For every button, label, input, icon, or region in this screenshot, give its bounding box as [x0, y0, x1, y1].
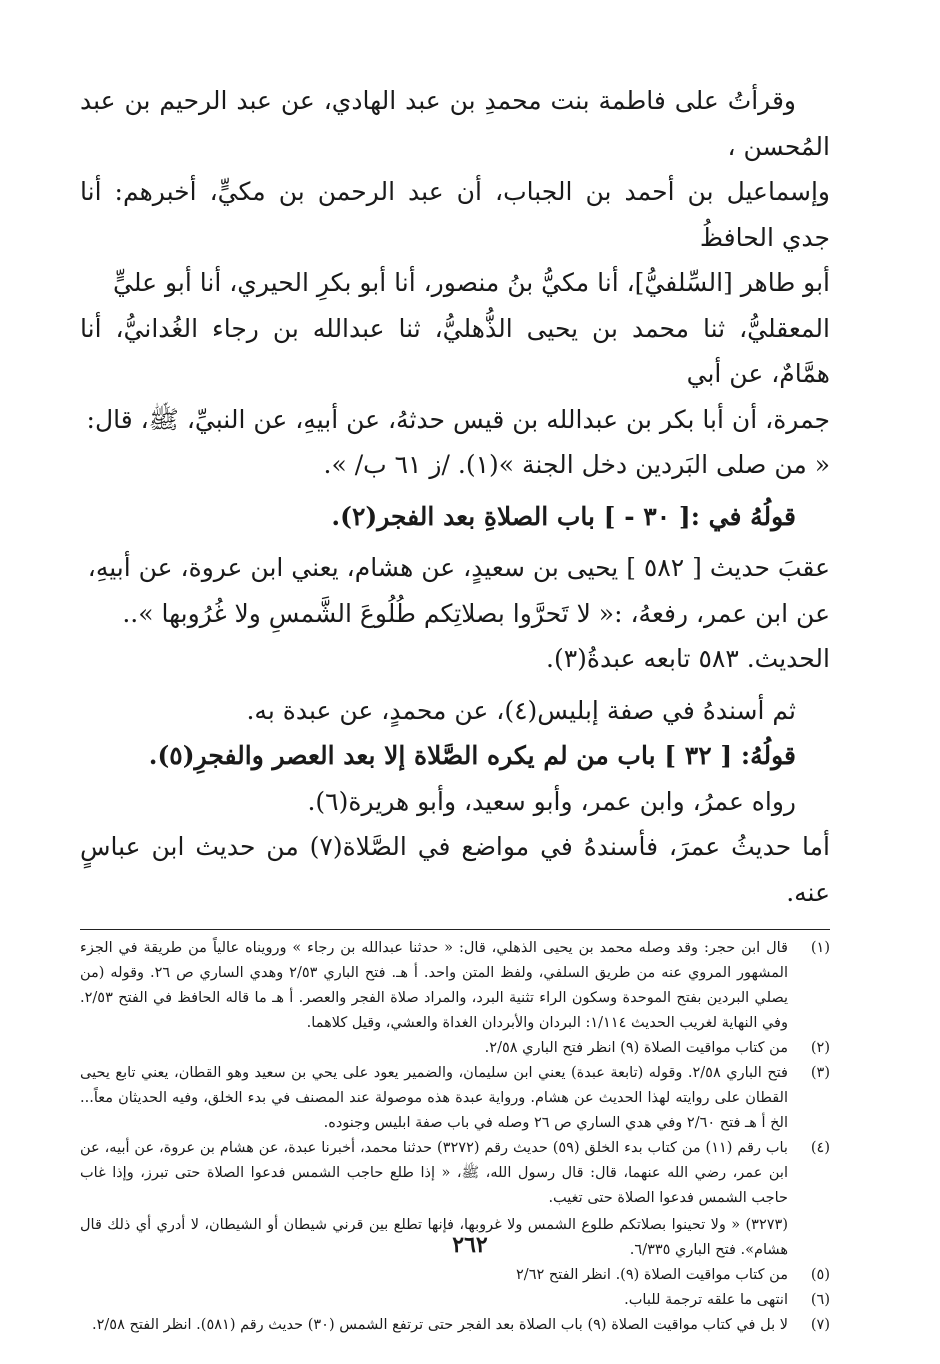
- footnote-4: [80, 1136, 830, 1211]
- footnote-text: باب رقم (١١) من كتاب بدء الخلق (٥٩) حديث رقم (٣٢٧٢) حدثنا محمد، أخبرنا عبدة، عن هشام بن عروة، عن أبيه، عن ابن عمر، رضي الله عنهما، قال: قال رسول الله، ﷺ، « إذا طلع حاجب الشمس فدعوا الصلاة حتى تبرز، وإذا غاب حاجب الشمس فدعوا الصلاة حتى تغيب.: [80, 1140, 788, 1206]
- footnote-4-continuation: (٣٢٧٣) « ولا تحينوا بصلاتكم طلوع الشمس ولا غروبها، فإنها تطلع بين قرني شيطان أو الشيطان، لا أدري أي ذلك قال هشام». فتح الباري ٦/٣٣٥.: [80, 1217, 788, 1258]
- footnote-text: فتح الباري ٢/٥٨. وقوله (تابعة عبدة) يعني ابن سليمان، والضمير يعود على يحي بن سعيد وهو القطان، يعني تابع يحيى القطان على روايته لهذا الحديث عن هشام. ورواية عبدة هذه موصولة عند المصنف في بدء الخلق، وفيه الحديثان معاً... الخ أ هـ فتح ٢/٦٠ وفي هدي الساري ص ٢٦ وصله في باب صفة ابليس وجنوده.: [80, 1065, 788, 1131]
- footnote-text: انتهى ما علقه ترجمة للباب.: [624, 1292, 788, 1308]
- footnote-3: [80, 1061, 830, 1136]
- line: جمرة، أن أبا بكر بن عبدالله بن قيس حدثهُ، عن أبيهِ، عن النبيِّ، ﷺ، قال:: [86, 404, 830, 434]
- footnote-number: (٥): [810, 1267, 830, 1283]
- footnote-number: (٣): [810, 1065, 830, 1081]
- footnote-6: [80, 1288, 830, 1313]
- section-heading-32: قولُهُ: [ ٣٢ ] باب من لم يكره الصَّلاة إلا بعد العصر والفجرِ(٥).: [148, 741, 796, 770]
- paragraph-3: ثم أسندهُ في صفة إبليس(٤)، عن محمدٍ، عن عبدة به.: [246, 695, 796, 725]
- footnote-2: [80, 1036, 830, 1061]
- footnote-1: [80, 936, 830, 1036]
- footnote-7: [80, 1313, 830, 1338]
- footnotes: [80, 936, 830, 1338]
- footnote-number: (٧): [810, 1317, 830, 1333]
- paragraph-5: أما حديثُ عمرَ، فأسندهُ في مواضع في الصَّلاة(٧) من حديث ابن عباسٍ عنه.: [80, 832, 830, 907]
- footnote-number: (٤): [810, 1140, 830, 1156]
- main-text: [80, 78, 830, 915]
- paragraph-2: [80, 545, 830, 682]
- page-number: ٢٦٢: [452, 1232, 488, 1258]
- footnote-number: (٦): [810, 1292, 830, 1308]
- footnote-text: من كتاب مواقيت الصلاة (٩). انظر الفتح ٢/٦٢: [516, 1267, 788, 1283]
- footnote-separator: [80, 929, 830, 930]
- footnote-text: لا بل في كتاب مواقيت الصلاة (٩) باب الصلاة بعد الفجر حتى ترتفع الشمس (٣٠) حديث رقم (٥٨١). انظر الفتح ٢/٥٨.: [92, 1317, 788, 1333]
- line: أبو طاهر [السِّلفيُّ]، أنا مكيُّ بنُ منصور، أنا أبو بكرِ الحيري، أنا أبو عليٍّ: [113, 268, 830, 297]
- line: وإسماعيل بن أحمد بن الجباب، أن عبد الرحمن بن مكيٍّ، أخبرهم: أنا جدي الحافظُ: [80, 177, 830, 252]
- footnote-text: من كتاب مواقيت الصلاة (٩) انظر فتح الباري ٢/٥٨.: [484, 1040, 788, 1056]
- line: الحديث. ٥٨٣ تابعه عبدةُ(٣).: [546, 644, 830, 673]
- footnote-text: قال ابن حجر: وقد وصله محمد بن يحيى الذهلي، قال: « حدثنا عبدالله بن رجاء » ورويناه عالياً من طريقة في الجزء المشهور المروي عنه من طريق السلفي، ولفظ المتن واحد. أ هـ. فتح الباري ٢/٥٣ وهدي الساري ص ٢٦. وقوله (من يصلي البردين بفتح الموحدة وسكون الراء تثنية البرد، والمراد صلاة الفجر والعصر. أ هـ ما قاله الحافظ في الفتح ٢/٥٣. وفي النهاية لغريب الحديث ١/١١٤: البردان والأبردان الغداة والعشي، وقيل كلاهما.: [80, 940, 788, 1031]
- paragraph-1: [80, 78, 830, 488]
- line: وقرأتُ على فاطمة بنت محمدِ بن عبد الهادي، عن عبد الرحيم بن عبد المُحسن ،: [80, 86, 830, 161]
- footnote-number: (٢): [810, 1040, 830, 1056]
- line: المعقليُّ، ثنا محمد بن يحيى الذُّهليُّ، ثنا عبدالله بن رجاء الغُدانيُّ، أنا همَّامٌ، عن أبي: [80, 313, 830, 388]
- footnote-number: (١): [810, 940, 830, 956]
- line: عقبَ حديث [ ٥٨٢ ] يحيى بن سعيدٍ، عن هشام، يعني ابن عروة، عن أبيهِ،: [87, 553, 830, 582]
- paragraph-4: رواه عمرُ، وابن عمر، وأبو سعيد، وأبو هريرة(٦).: [307, 786, 796, 816]
- footnote-5: [80, 1263, 830, 1288]
- section-heading-30: قولُهُ في :[ ٣٠ - ] باب الصلاةِ بعد الفجر(٢).: [331, 501, 796, 531]
- line: « من صلى البَردين دخل الجنة »(١). /ز ٦١ ب/ ».: [323, 450, 830, 479]
- line: عن ابن عمر، رفعهُ، :« لا تَحرَّوا بصلاتِكم طُلُوعَ الشَّمسِ ولا غُرُوبها »..: [122, 598, 830, 628]
